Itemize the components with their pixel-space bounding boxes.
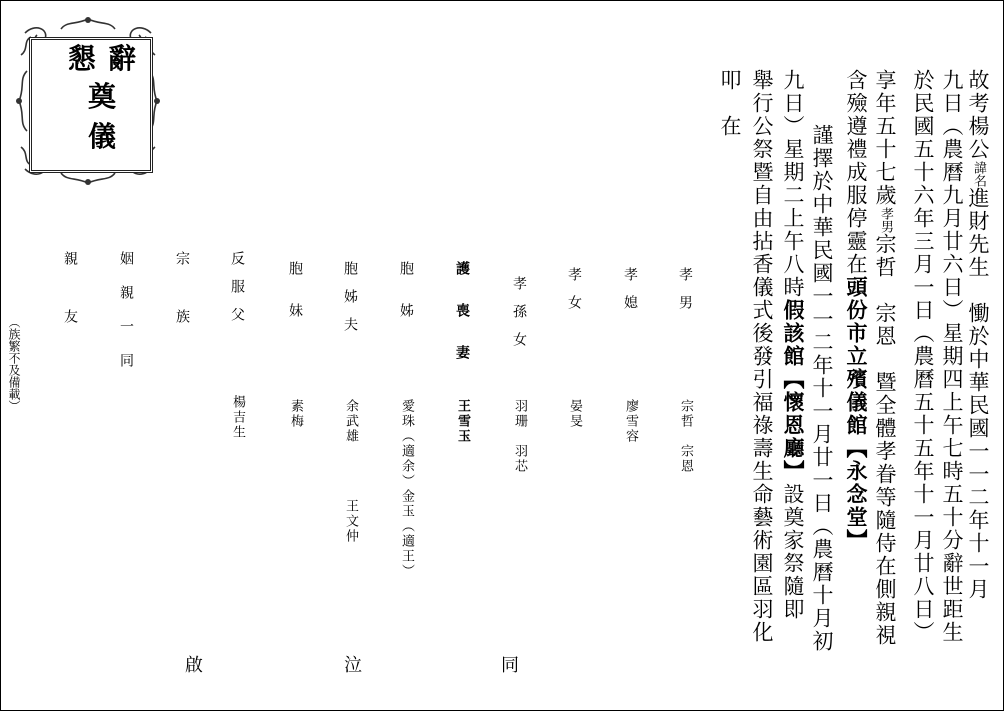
- family-names: 晏旻: [567, 399, 582, 429]
- family-title: 親友: [62, 251, 78, 367]
- announcement-small: 諱名: [971, 161, 986, 187]
- family-names: 王雪玉: [455, 399, 470, 444]
- family-names: 羽珊 羽芯: [512, 399, 527, 474]
- announcement-text: 進財先生 慟於中華民國一一二年十一月: [966, 187, 990, 601]
- emblem-char-3: 奠: [88, 80, 118, 113]
- family-names: 愛珠（適余）金玉（適王）: [399, 399, 414, 579]
- family-title: 孝孫女: [511, 276, 527, 360]
- announcement-col-7: [780, 69, 806, 621]
- family-title: 胞姊夫: [342, 261, 358, 345]
- announcement-col-4: [872, 69, 898, 647]
- family-names: 楊吉生: [230, 395, 245, 440]
- family-title: 孝女: [566, 267, 582, 323]
- emblem-inner: [29, 37, 153, 173]
- footer-char-2: 泣: [344, 655, 362, 676]
- announcement-col-1: [965, 69, 991, 601]
- announcement-col-8: 舉行公祭暨自由拈香儀式後發引福祿壽生命藝術園區羽化: [750, 69, 774, 644]
- family-names: 王文仲: [343, 499, 358, 544]
- announcement-col-2: 九日（農曆九月廿六日）星期四上午七時五十分辭世距生: [940, 69, 964, 644]
- footer-char-1: 同: [501, 655, 519, 676]
- emblem-char-1: 懇: [68, 42, 98, 75]
- ceremony-hall-name: 假該館【懷恩廳】: [781, 299, 806, 483]
- emblem-char-4: 儀: [88, 120, 118, 153]
- emblem-char-2: 辭: [108, 42, 138, 75]
- emblem-frame: [15, 15, 161, 187]
- announcement-text: 故考楊公: [966, 69, 990, 161]
- family-title: 反服父: [229, 251, 245, 335]
- family-title: 胞姊: [398, 261, 414, 345]
- family-title: 宗族: [174, 251, 190, 367]
- family-title: 孝男: [677, 267, 693, 323]
- announcement-small: 孝男: [878, 207, 893, 233]
- family-title: 孝媳: [622, 267, 638, 323]
- announcement-text: 九日）星期二上午八時: [781, 69, 805, 299]
- announcement-col-6: 謹擇於中華民國一一二年十一月廿一日（農曆十月初: [810, 101, 834, 653]
- family-names: 余武雄: [343, 399, 358, 444]
- family-title: 胞妹: [287, 261, 303, 345]
- announcement-text: 含殮遵禮成服停靈在: [844, 69, 868, 276]
- funeral-hall-name: 頭份市立殯儀館【永念堂】: [844, 276, 869, 552]
- family-title: 護喪妻: [454, 261, 470, 387]
- announcement-col-3: 於民國五十六年三月一日（農曆五十五年十一月廿八日）: [911, 69, 935, 644]
- announcement-col-9: 叩 在: [718, 69, 742, 138]
- family-names: 宗哲 宗恩: [678, 399, 693, 474]
- family-names: 素梅: [288, 399, 303, 429]
- announcement-text: 享年五十七歲: [873, 69, 897, 207]
- note-text: （族繁不及備載）: [7, 316, 21, 412]
- family-names: 廖雪容: [623, 399, 638, 444]
- announcement-col-5: [843, 69, 869, 552]
- family-title: 姻親一同: [118, 251, 134, 387]
- announcement-text: 設奠家祭隨即: [781, 483, 805, 621]
- announcement-text: 宗哲 宗恩 暨全體孝眷等隨侍在側親視: [873, 233, 897, 647]
- footer-char-3: 啟: [185, 655, 203, 676]
